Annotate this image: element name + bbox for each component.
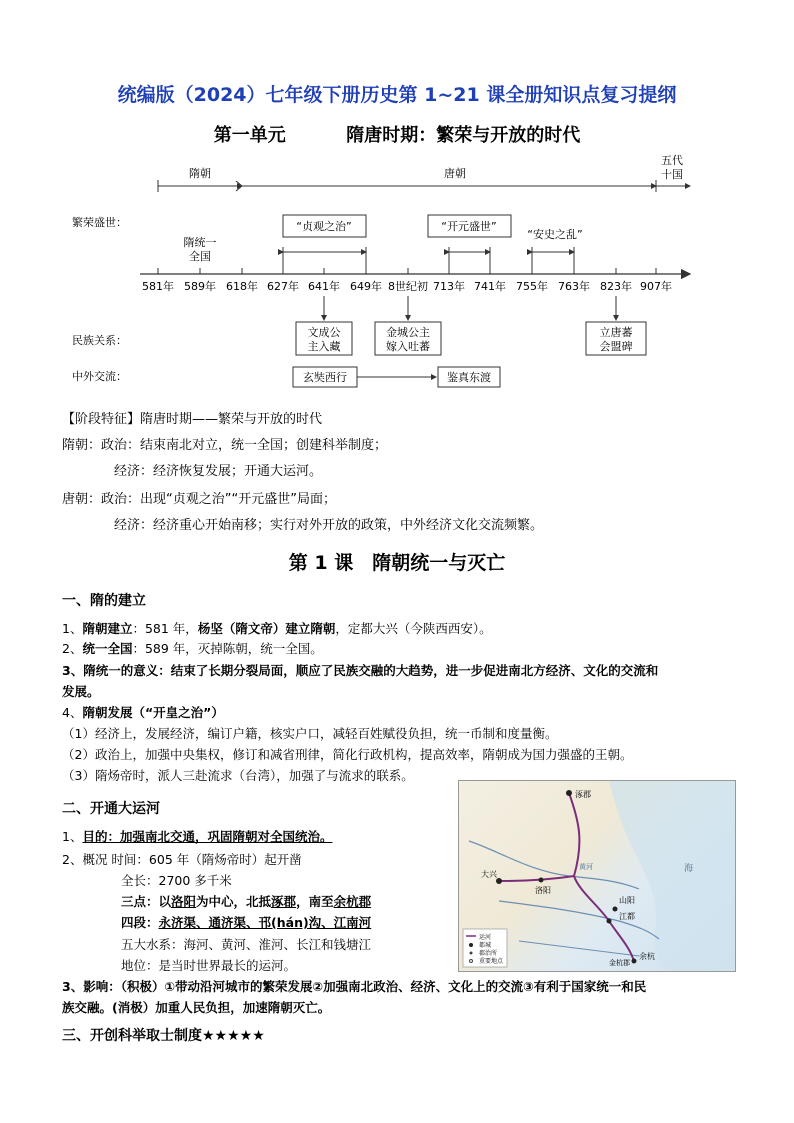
ethnic-huimeng-1: 立唐蕃 bbox=[599, 326, 633, 339]
s2-line-8: 3、影响：（积极）①带动沿河城市的繁荣发展②加强南北政治、经济、文化上的交流③有利于国家统一和民 bbox=[62, 979, 647, 994]
map-label-daxing: 大兴 bbox=[481, 870, 497, 879]
map-label-luoyang: 洛阳 bbox=[535, 886, 551, 895]
section-1-title: 一、隋的建立 bbox=[62, 593, 146, 609]
unit-subtitle: 隋唐时期：繁荣与开放的时代 bbox=[346, 125, 581, 146]
row-label-prosperity: 繁荣盛世： bbox=[72, 216, 127, 229]
s1-line-3b: 发展。 bbox=[62, 684, 100, 699]
timeline-year-label: 641年 bbox=[308, 280, 340, 293]
timeline-year-label: 763年 bbox=[558, 280, 590, 293]
lesson-title: 第 1 课 隋朝统一与灭亡 bbox=[288, 552, 506, 574]
map-label-yuhang: 余杭 bbox=[639, 952, 655, 961]
s2-line-4: 三点：以洛阳为中心，北抵涿郡，南至余杭郡 bbox=[121, 894, 372, 909]
map-label-jiangdu: 江都 bbox=[619, 912, 635, 921]
section-3-title: 三、开创科举取士制度★★★★★ bbox=[62, 1028, 265, 1044]
ethnic-jincheng-1: 金城公主 bbox=[386, 326, 430, 339]
s2-line-1: 1、目的：加强南北交通，巩固隋朝对全国统治。 bbox=[62, 829, 333, 844]
dynasty-five-1: 五代 bbox=[661, 154, 683, 167]
box-kaiyuan: “开元盛世” bbox=[441, 220, 497, 233]
row-label-exchange: 中外交流： bbox=[72, 370, 127, 383]
timeline-year-label: 8世纪初 bbox=[388, 280, 428, 293]
unit-name: 第一单元 bbox=[213, 125, 286, 146]
dynasty-sui: 隋朝 bbox=[189, 167, 211, 180]
timeline-year-label: 823年 bbox=[600, 280, 632, 293]
unify-label-2: 全国 bbox=[189, 250, 211, 263]
box-anshi: “安史之乱” bbox=[527, 228, 583, 241]
timeline-year-label: 589年 bbox=[184, 280, 216, 293]
document-title: 统编版（2024）七年级下册历史第 1~21 课全册知识点复习提纲 bbox=[117, 84, 677, 106]
map-legend-place: 重要地点 bbox=[479, 958, 504, 965]
s2-line-6: 五大水系：海河、黄河、淮河、长江和钱塘江 bbox=[121, 937, 372, 952]
tang-politics: 唐朝：政治：出现“贞观之治”“开元盛世”局面； bbox=[62, 492, 336, 507]
tang-economy: 经济：经济重心开始南移；实行对外开放的政策，中外经济文化交流频繁。 bbox=[114, 518, 544, 533]
map-label-shanyang: 山阳 bbox=[619, 896, 635, 905]
map-legend-prefecture: 郡治所 bbox=[479, 950, 498, 957]
timeline-year-label: 713年 bbox=[433, 280, 465, 293]
s1-line-1: 1、隋朝建立：581 年，杨坚（隋文帝）建立隋朝，定都大兴（今陕西西安）。 bbox=[62, 621, 492, 636]
map-legend-canal: 运河 bbox=[479, 934, 492, 941]
exchange-xuanzang: 玄奘西行 bbox=[303, 371, 347, 384]
sui-economy: 经济：经济恢复发展；开通大运河。 bbox=[114, 464, 323, 479]
dynasty-five-2: 十国 bbox=[661, 168, 683, 181]
box-zhenguan: “贞观之治” bbox=[296, 220, 352, 233]
sui-politics: 隋朝：政治：结束南北对立，统一全国；创建科举制度； bbox=[62, 438, 388, 453]
timeline-year-label: 627年 bbox=[267, 280, 299, 293]
s1-line-6: （2）政治上，加强中央集权，修订和减省刑律，简化行政机构，提高效率，隋朝成为国力强盛的王朝。 bbox=[62, 747, 633, 762]
timeline-year-label: 741年 bbox=[474, 280, 506, 293]
stage-heading: 【阶段特征】隋唐时期——繁荣与开放的时代 bbox=[62, 412, 323, 427]
ethnic-wencheng-2: 主入藏 bbox=[307, 340, 341, 353]
map-label-sea: 海 bbox=[684, 864, 694, 874]
s2-line-2: 2、概况 时间：605 年（隋炀帝时）起开凿 bbox=[62, 852, 302, 867]
dynasty-tang: 唐朝 bbox=[444, 167, 466, 180]
s2-line-3: 全长：2700 多千米 bbox=[121, 873, 232, 888]
timeline-year-label: 649年 bbox=[350, 280, 382, 293]
map-legend-capital: 都城 bbox=[479, 942, 492, 949]
timeline-year-label: 618年 bbox=[226, 280, 258, 293]
map-label-huanghe: 黄河 bbox=[579, 863, 593, 871]
timeline-diagram bbox=[0, 148, 794, 393]
s1-line-3: 3、隋统一的意义：结束了长期分裂局面，顺应了民族交融的大趋势，进一步促进南北方经济、文化的交流和 bbox=[62, 663, 659, 678]
exchange-jianzhen: 鉴真东渡 bbox=[447, 371, 491, 384]
s2-line-9: 族交融。(消极）加重人民负担，加速隋朝灭亡。 bbox=[62, 1000, 331, 1015]
s2-line-5: 四段：永济渠、通济渠、邗(hán)沟、江南河 bbox=[121, 915, 372, 930]
grand-canal-map bbox=[458, 780, 736, 972]
unit-title bbox=[0, 121, 794, 147]
section-2-title: 二、开通大运河 bbox=[62, 801, 160, 817]
row-label-ethnic: 民族关系： bbox=[72, 334, 127, 347]
ethnic-jincheng-2: 嫁入吐蕃 bbox=[386, 340, 430, 353]
timeline-year-label: 581年 bbox=[142, 280, 174, 293]
timeline-year-label: 907年 bbox=[640, 280, 672, 293]
s1-line-2: 2、统一全国：589 年，灭掉陈朝，统一全国。 bbox=[62, 641, 323, 656]
s2-line-7: 地位：是当时世界最长的运河。 bbox=[121, 958, 297, 973]
ethnic-huimeng-2: 会盟碑 bbox=[599, 340, 633, 353]
unify-label-1: 隋统一 bbox=[183, 236, 217, 249]
map-label-jinhang: 金杭郡 bbox=[609, 959, 630, 967]
map-label-zhuojun: 涿郡 bbox=[575, 790, 591, 799]
ethnic-wencheng-1: 文成公 bbox=[307, 326, 341, 339]
s1-line-4: 4、隋朝发展（“开皇之治”） bbox=[62, 705, 224, 720]
timeline-year-label: 755年 bbox=[516, 280, 548, 293]
s1-line-7: （3）隋炀帝时，派人三赴流求（台湾），加强了与流求的联系。 bbox=[62, 768, 414, 783]
s1-line-5: （1）经济上，发展经济，编订户籍，核实户口，减轻百姓赋役负担，统一币制和度量衡。 bbox=[62, 726, 558, 741]
